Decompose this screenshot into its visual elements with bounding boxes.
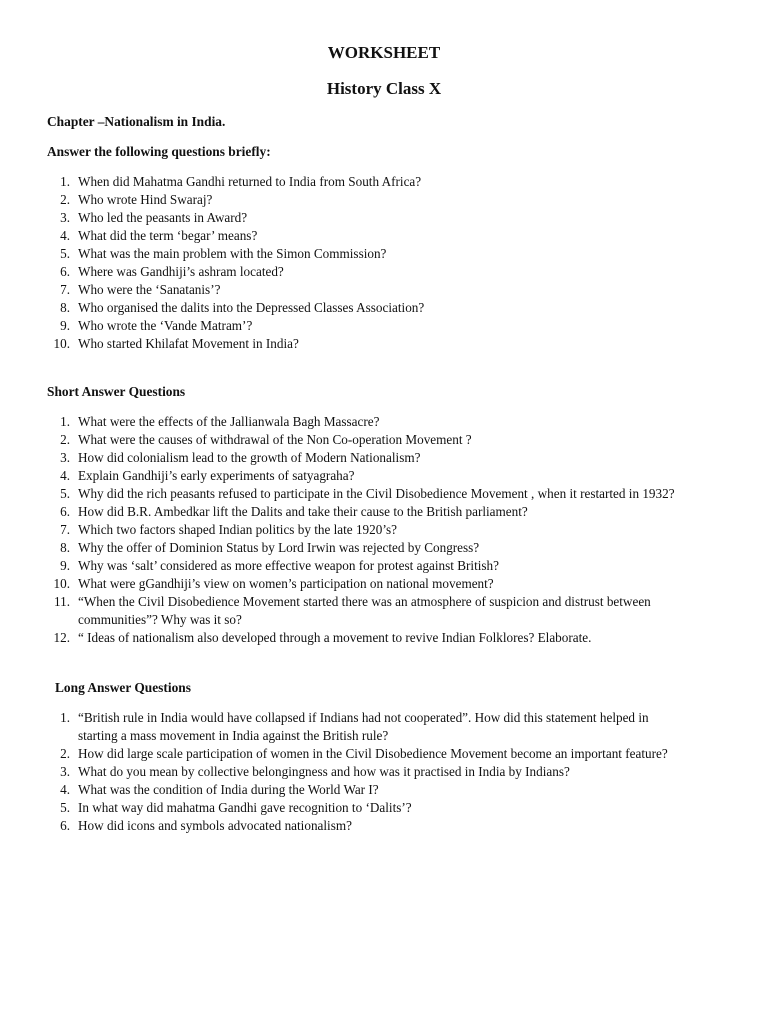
- brief-questions-list: [31, 173, 691, 353]
- question-item: [31, 593, 691, 629]
- question-item: [31, 485, 691, 503]
- question-item: [31, 781, 691, 799]
- question-number: 2.: [60, 432, 70, 447]
- question-text: Why was ‘salt’ considered as more effective weapon for protest against British?: [78, 558, 500, 573]
- question-text: Why did the rich peasants refused to participate in the Civil Disobedience Movement , when it restarted in 1932?: [78, 486, 675, 501]
- question-item: [31, 281, 691, 299]
- page-title: WORKSHEET: [327, 43, 441, 62]
- question-text: What were the effects of the Jallianwala Bagh Massacre?: [78, 414, 380, 429]
- question-item: [31, 413, 691, 431]
- question-item: [31, 209, 691, 227]
- question-text: What was the condition of India during the World War I?: [78, 782, 379, 797]
- question-number: 9.: [60, 558, 70, 573]
- question-text: When did Mahatma Gandhi returned to India from South Africa?: [78, 174, 422, 189]
- question-item: [31, 467, 691, 485]
- question-item: [31, 557, 691, 575]
- question-number: 3.: [60, 450, 70, 465]
- question-number: 9.: [60, 318, 70, 333]
- question-text: What were gGandhiji’s view on women’s participation on national movement?: [78, 576, 494, 591]
- question-number: 11.: [54, 594, 70, 609]
- question-item: [31, 317, 691, 335]
- short-answer-heading: Short Answer Questions: [47, 384, 186, 399]
- question-item: [31, 245, 691, 263]
- question-item: [31, 629, 691, 647]
- question-item: [31, 799, 691, 817]
- question-number: 3.: [60, 210, 70, 225]
- question-item: [31, 449, 691, 467]
- question-number: 6.: [60, 504, 70, 519]
- question-item: [31, 227, 691, 245]
- question-number: 1.: [60, 174, 70, 189]
- question-text: Who organised the dalits into the Depressed Classes Association?: [78, 300, 425, 315]
- question-number: 1.: [60, 414, 70, 429]
- question-text: What was the main problem with the Simon Commission?: [78, 246, 387, 261]
- question-text: Why the offer of Dominion Status by Lord Irwin was rejected by Congress?: [78, 540, 480, 555]
- question-text: What do you mean by collective belongingness and how was it practised in India by Indians?: [78, 764, 570, 779]
- question-number: 2.: [60, 746, 70, 761]
- question-text: Who wrote Hind Swaraj?: [78, 192, 213, 207]
- question-text: What did the term ‘begar’ means?: [78, 228, 258, 243]
- question-item: [31, 745, 691, 763]
- question-number: 1.: [60, 710, 70, 725]
- question-text: “When the Civil Disobedience Movement started there was an atmosphere of suspicion and distrust between communities”? Why was it so?: [78, 594, 651, 627]
- question-text: Who wrote the ‘Vande Matram’?: [78, 318, 253, 333]
- question-item: [31, 521, 691, 539]
- question-number: 5.: [60, 486, 70, 501]
- question-text: Which two factors shaped Indian politics by the late 1920’s?: [78, 522, 397, 537]
- question-text: What were the causes of withdrawal of the Non Co-operation Movement ?: [78, 432, 472, 447]
- question-item: [31, 335, 691, 353]
- chapter-heading: Chapter –Nationalism in India.: [47, 114, 226, 129]
- question-text: “ Ideas of nationalism also developed through a movement to revive Indian Folklores? Elaborate.: [78, 630, 592, 645]
- question-number: 12.: [53, 630, 70, 645]
- question-number: 3.: [60, 764, 70, 779]
- question-item: [31, 299, 691, 317]
- question-number: 4.: [60, 468, 70, 483]
- question-item: [31, 709, 691, 745]
- question-text: Who were the ‘Sanatanis’?: [78, 282, 221, 297]
- question-number: 6.: [60, 264, 70, 279]
- question-text: Where was Gandhiji’s ashram located?: [78, 264, 284, 279]
- question-text: In what way did mahatma Gandhi gave recognition to ‘Dalits’?: [78, 800, 412, 815]
- question-text: How did icons and symbols advocated nationalism?: [78, 818, 352, 833]
- long-answer-heading: Long Answer Questions: [55, 680, 191, 695]
- question-number: 7.: [60, 282, 70, 297]
- question-text: How did colonialism lead to the growth of Modern Nationalism?: [78, 450, 421, 465]
- page-subtitle: History Class X: [326, 79, 442, 98]
- question-item: [31, 539, 691, 557]
- question-item: [31, 575, 691, 593]
- question-number: 4.: [60, 782, 70, 797]
- question-number: 5.: [60, 800, 70, 815]
- long-answer-list: [31, 709, 691, 835]
- question-item: [31, 263, 691, 281]
- question-number: 8.: [60, 300, 70, 315]
- question-number: 4.: [60, 228, 70, 243]
- question-text: How did large scale participation of women in the Civil Disobedience Movement become an important feature?: [78, 746, 668, 761]
- question-text: Explain Gandhiji’s early experiments of satyagraha?: [78, 468, 355, 483]
- question-text: Who led the peasants in Award?: [78, 210, 248, 225]
- question-text: “British rule in India would have collapsed if Indians had not cooperated”. How did this statement helped in starting a mass movement in India against the British rule?: [78, 710, 649, 743]
- question-text: Who started Khilafat Movement in India?: [78, 336, 299, 351]
- question-number: 2.: [60, 192, 70, 207]
- question-number: 10.: [53, 336, 70, 351]
- question-number: 6.: [60, 818, 70, 833]
- question-number: 5.: [60, 246, 70, 261]
- brief-questions-heading: Answer the following questions briefly:: [47, 144, 271, 159]
- question-item: [31, 173, 691, 191]
- question-number: 8.: [60, 540, 70, 555]
- question-item: [31, 191, 691, 209]
- question-number: 10.: [53, 576, 70, 591]
- question-text: How did B.R. Ambedkar lift the Dalits and take their cause to the British parliament?: [78, 504, 528, 519]
- question-number: 7.: [60, 522, 70, 537]
- question-item: [31, 503, 691, 521]
- question-item: [31, 763, 691, 781]
- short-answer-list: [31, 413, 691, 647]
- question-item: [31, 431, 691, 449]
- question-item: [31, 817, 691, 835]
